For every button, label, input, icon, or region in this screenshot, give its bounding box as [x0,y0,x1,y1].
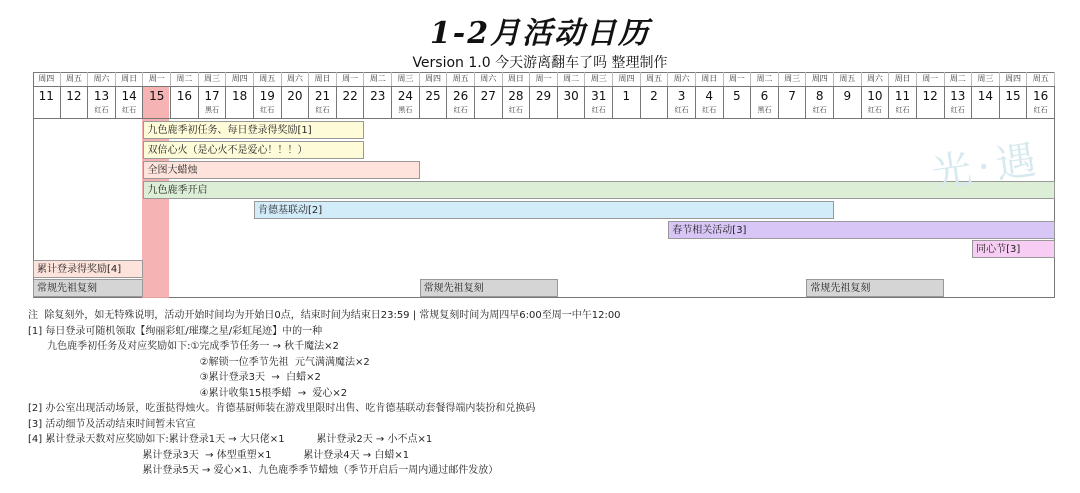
weekday-label: 周三 [779,72,807,86]
day-number: 11 [894,89,911,103]
note-line: [1] 每日登录可随机领取【绚丽彩虹/璀璨之星/彩虹尾迹】中的一种 [28,325,323,337]
day-number: 7 [788,89,796,103]
day-note: 黑石 [205,106,220,114]
page-subtitle: Version 1.0 今天游离翻车了吗 整理制作 [412,55,668,71]
day-number: 19 [259,89,275,103]
day-number: 5 [733,89,741,103]
day-cell [779,86,807,118]
day-cell [420,86,448,118]
day-number: 30 [563,89,579,103]
day-number: 4 [705,89,714,103]
day-note: 黑石 [757,106,772,114]
day-number: 12 [66,89,82,103]
day-cell [503,86,531,118]
day-cell [1000,86,1028,118]
day-number: 9 [843,89,852,103]
weekday-label: 周五 [1027,72,1055,86]
header-divider [33,118,1055,119]
note-line: 累计登录5天 → 爱心×1、九色鹿季季节蜡烛（季节开启后一周内通过邮件发放） [28,465,499,476]
event-bar: 九色鹿季开启 [143,181,1055,199]
day-cell [475,86,503,118]
day-cell [834,86,862,118]
day-number: 24 [397,89,414,103]
weekday-label: 周五 [61,72,89,86]
event-bar: 同心节[3] [972,240,1055,258]
day-note: 红石 [812,106,827,114]
day-number: 23 [370,89,386,103]
day-number: 14 [977,89,994,103]
day-number: 12 [922,89,938,103]
day-number: 11 [38,89,54,103]
event-bar: 春节相关活动[3] [668,221,1055,239]
event-bar: 常规先祖复刻 [806,279,944,297]
note-line: [2] 办公室出现活动场景，吃蛋挞得烛火。肯德基厨师装在游戏里限时出售、吃肯德基联动套餐得端内装扮和兑换码 [28,403,536,414]
day-cell [61,86,89,118]
day-cell [199,86,227,118]
note-line: 注 除复刻外，如无特殊说明，活动开始时间均为开始日0点，结束时间为结束日23:59 | 常规复刻时间为周四早6:00至周一中午12:00 [28,310,621,321]
weekday-label: 周六 [88,72,116,86]
day-note: 红石 [453,106,468,114]
day-cell [364,86,392,118]
weekday-label: 周五 [834,72,862,86]
day-number: 28 [508,89,524,103]
day-number: 8 [815,89,824,103]
day-number: 29 [535,89,552,103]
note-line: [3] 活动细节及活动结束时间暂未官宣 [28,418,196,430]
day-cell [917,86,945,118]
weekday-label: 周一 [143,72,171,86]
day-cell [558,86,586,118]
day-note: 红石 [1033,106,1048,114]
event-bar: 肯德基联动[2] [254,201,834,219]
weekday-label: 周三 [585,72,613,86]
weekday-label: 周五 [447,72,475,86]
day-number: 20 [287,89,303,103]
weekday-label: 周三 [199,72,227,86]
day-cell [724,86,752,118]
day-cell [1027,86,1055,118]
event-bar: 全图大蜡烛 [143,161,419,179]
day-cell [806,86,834,118]
day-note: 红石 [950,106,965,114]
day-number: 15 [1005,89,1021,103]
day-cell [309,86,337,118]
event-bar: 双倍心火（是心火不是爱心！！！） [143,141,364,159]
day-cell [33,86,61,118]
day-number: 15 [149,89,165,103]
day-note: 红石 [94,106,109,114]
weekday-label: 周一 [337,72,365,86]
weekday-label: 周五 [254,72,282,86]
day-cell [530,86,558,118]
day-number: 26 [452,89,469,103]
day-number: 14 [121,89,137,103]
day-number: 27 [480,89,496,103]
day-number: 18 [232,89,248,103]
day-cell [751,86,779,118]
note-line: ④累计收集15根季蜡 → 爱心×2 [28,387,348,399]
day-note: 红石 [122,106,137,114]
event-bar: 累计登录得奖励[4] [33,260,143,278]
weekday-label: 周日 [503,72,531,86]
day-note: 黑石 [398,106,413,114]
day-cell [972,86,1000,118]
note-line: ③累计登录3天 → 白蜡×2 [28,372,321,383]
weekday-label: 周二 [751,72,779,86]
weekday-label: 周日 [116,72,144,86]
day-note: 红石 [315,106,330,114]
day-cell [171,86,199,118]
day-cell [282,86,310,118]
note-line: ②解锁一位季节先祖 元气满满魔法×2 [28,356,370,368]
weekday-label: 周三 [392,72,420,86]
day-note: 红石 [895,106,910,114]
day-note: 红石 [260,106,275,114]
day-note: 红石 [702,106,717,114]
day-number: 13 [950,89,966,103]
day-note: 红石 [591,106,606,114]
day-note: 红石 [867,106,882,114]
weekday-label: 周六 [282,72,310,86]
day-cell [116,86,144,118]
day-cell [88,86,116,118]
day-note: 红石 [508,106,523,114]
note-line: [4] 累计登录天数对应奖励如下:累计登录1天 → 大只佬×1 累计登录2天 → 小不点×1 [28,434,433,445]
day-cell [337,86,365,118]
weekday-label: 周二 [558,72,586,86]
event-bar: 常规先祖复刻 [33,279,143,297]
weekday-label: 周日 [309,72,337,86]
watermark-logo: 光·遇 [929,136,1046,198]
day-number: 10 [867,89,883,103]
day-number: 13 [93,89,110,103]
day-cell [668,86,696,118]
weekday-label: 周日 [696,72,724,86]
day-number: 31 [591,89,607,103]
weekday-label: 周四 [806,72,834,86]
event-bar: 常规先祖复刻 [420,279,558,297]
day-note: 红石 [674,106,689,114]
weekday-label: 周四 [1000,72,1028,86]
day-cell [641,86,669,118]
day-number: 3 [677,89,686,103]
day-cell [447,86,475,118]
day-cell [945,86,973,118]
day-cell [585,86,613,118]
weekday-label: 周六 [668,72,696,86]
day-cell [254,86,282,118]
weekday-label: 周一 [917,72,945,86]
day-cell [143,86,171,118]
weekday-label: 周四 [33,72,61,86]
weekday-label: 周六 [862,72,890,86]
weekday-label: 周四 [226,72,254,86]
weekday-label: 周四 [420,72,448,86]
day-number: 16 [1033,89,1049,103]
weekday-label: 周三 [972,72,1000,86]
day-number: 22 [342,89,358,103]
event-bar: 九色鹿季初任务、每日登录得奖励[1] [143,121,364,139]
day-number: 6 [760,89,769,103]
day-number: 21 [314,89,331,103]
weekday-label: 周五 [641,72,669,86]
day-cell [889,86,917,118]
weekday-label: 周二 [364,72,392,86]
weekday-label: 周四 [613,72,641,86]
weekday-label: 周一 [724,72,752,86]
day-number: 16 [176,89,193,103]
day-cell [226,86,254,118]
weekday-label: 周一 [530,72,558,86]
note-line: 九色鹿季初任务及对应奖励如下:①完成季节任务一 → 秋千魔法×2 [28,341,339,352]
day-cell [862,86,890,118]
day-cell [613,86,641,118]
day-number: 2 [650,89,658,103]
day-cell [696,86,724,118]
weekday-label: 周日 [889,72,917,86]
weekday-label: 周二 [171,72,199,86]
day-number: 25 [425,89,441,103]
weekday-label: 周二 [945,72,973,86]
page-title: 1-2月活动日历 [429,16,651,51]
day-cell [392,86,420,118]
day-number: 17 [204,89,220,103]
note-line: 累计登录3天 → 体型重塑×1 累计登录4天 → 白蜡×1 [28,449,410,461]
day-number: 1 [622,89,631,103]
weekday-label: 周六 [475,72,503,86]
